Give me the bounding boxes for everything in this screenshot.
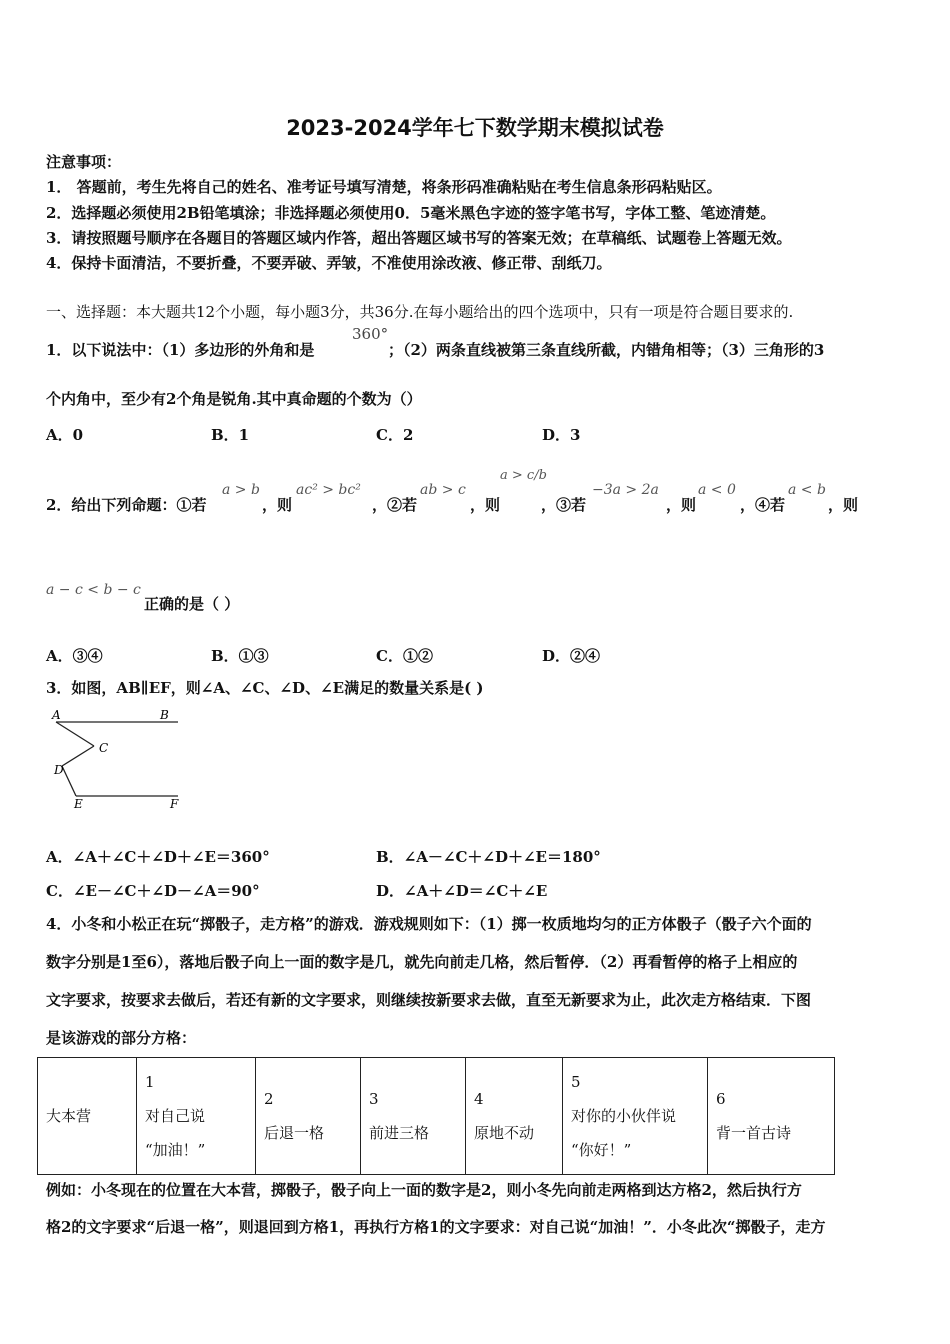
q4-example: 例如：小冬现在的位置在大本营，掷骰子，骰子向上一面的数字是2，则小冬先向前走两格到达方格2，然后执行方 xyxy=(46,1181,802,1199)
q2-math: a < 0 xyxy=(698,482,736,498)
cell-number: 5 xyxy=(571,1073,581,1091)
q4-line: 数字分别是1至6），落地后骰子向上一面的数字是几，就先向前走几格，然后暂停．（2）再看暂停的格子上相应的 xyxy=(46,953,798,971)
cell-text: 对自己说 xyxy=(145,1107,206,1125)
q3-option-d: D．∠A＋∠D＝∠C＋∠E xyxy=(376,882,548,900)
board-cell-5 xyxy=(563,1058,708,1175)
q2-math: a > b xyxy=(222,482,260,498)
q1-line1b: ；（2）两条直线被第三条直线所截，内错角相等；（3）三角形的3 xyxy=(388,341,825,359)
q1-degree: 360° xyxy=(352,325,389,343)
label-b: B xyxy=(160,708,169,722)
q3-option-a: A．∠A＋∠C＋∠D＋∠E＝360° xyxy=(46,848,270,866)
q3-option-c: C．∠E－∠C＋∠D－∠A＝90° xyxy=(46,882,260,900)
cell-text: 大本营 xyxy=(46,1107,92,1125)
q1-line2: 个内角中，至少有2个角是锐角.其中真命题的个数为（） xyxy=(46,390,422,408)
label-d: D xyxy=(54,763,64,777)
notice-item: 1． 答题前，考生先将自己的姓名、准考证号填写清楚，将条形码准确粘贴在考生信息条形码粘贴区。 xyxy=(46,178,722,196)
section-heading: 一、选择题：本大题共12个小题，每小题3分，共36分.在每小题给出的四个选项中，只有一项是符合题目要求的. xyxy=(46,303,794,321)
q3-figure xyxy=(48,708,188,812)
table-row xyxy=(38,1058,835,1175)
segment-de xyxy=(62,766,76,796)
q1-option-c: C．2 xyxy=(376,426,414,444)
board-cell-base xyxy=(38,1058,137,1175)
segment-cd xyxy=(62,746,94,766)
q2-math: a > c/b xyxy=(500,468,547,483)
q1-option-a: A．0 xyxy=(46,426,84,444)
q2-math: ab > c xyxy=(420,482,466,498)
cell-number: 4 xyxy=(474,1090,484,1108)
q2-math: a < b xyxy=(788,482,826,498)
game-board-table xyxy=(37,1057,835,1175)
cell-number: 3 xyxy=(369,1090,379,1108)
label-a: A xyxy=(52,708,61,722)
label-e: E xyxy=(74,797,83,811)
cell-number: 2 xyxy=(264,1090,274,1108)
q1-option-b: B．1 xyxy=(211,426,250,444)
q2-text: ，则 xyxy=(262,496,293,514)
q2-text: ，则 xyxy=(666,496,697,514)
cell-text: “你好！” xyxy=(571,1141,632,1159)
notice-item: 4．保持卡面清洁，不要折叠，不要弄破、弄皱，不准使用涂改液、修正带、刮纸刀。 xyxy=(46,254,612,272)
q4-example: 格2的文字要求“后退一格”，则退回到方格1，再执行方格1的文字要求：对自己说“加油！”．小冬此次“掷骰子，走方 xyxy=(46,1218,826,1236)
q2-text: ，③若 xyxy=(541,496,587,514)
q3-option-b: B．∠A－∠C＋∠D＋∠E＝180° xyxy=(376,848,601,866)
q1-option-d: D．3 xyxy=(542,426,581,444)
page-title: 2023-2024学年七下数学期末模拟试卷 xyxy=(286,116,664,140)
q2-option-c: C．①② xyxy=(376,647,433,665)
cell-number: 1 xyxy=(145,1073,155,1091)
label-f: F xyxy=(170,797,179,811)
q1-line1a: 1．以下说法中：（1）多边形的外角和是 xyxy=(46,341,315,359)
q2-text: ，则 xyxy=(828,496,859,514)
cell-text: 对你的小伙伴说 xyxy=(571,1107,677,1125)
q2-math: ac² > bc² xyxy=(296,482,361,498)
notice-heading: 注意事项： xyxy=(46,153,122,171)
q2-option-a: A．③④ xyxy=(46,647,103,665)
cell-text: 前进三格 xyxy=(369,1124,430,1142)
q2-prefix: 2．给出下列命题：①若 xyxy=(46,496,207,514)
q2-math: a − c < b − c xyxy=(46,582,141,598)
q2-text: ，则 xyxy=(470,496,501,514)
label-c: C xyxy=(99,741,109,755)
q2-text: ，④若 xyxy=(740,496,786,514)
notice-item: 2．选择题必须使用2B铅笔填涂；非选择题必须使用0．5毫米黑色字迹的签字笔书写，字体工整、笔迹清楚。 xyxy=(46,204,776,222)
q2-option-b: B．①③ xyxy=(211,647,269,665)
q2-math: −3a > 2a xyxy=(592,482,659,498)
q2-text: ，②若 xyxy=(372,496,418,514)
cell-number: 6 xyxy=(716,1090,726,1108)
q4-line: 是该游戏的部分方格： xyxy=(46,1029,197,1047)
q2-tail: 正确的是（ ） xyxy=(144,595,240,613)
notice-item: 3．请按照题号顺序在各题目的答题区域内作答，超出答题区域书写的答案无效；在草稿纸、试题卷上答题无效。 xyxy=(46,229,792,247)
q3-stem: 3．如图，AB∥EF，则∠A、∠C、∠D、∠E满足的数量关系是( ) xyxy=(46,679,484,697)
board-cell-1 xyxy=(137,1058,256,1175)
q4-line: 4．小冬和小松正在玩“掷骰子，走方格”的游戏．游戏规则如下：（1）掷一枚质地均匀的正方体骰子（骰子六个面的 xyxy=(46,915,812,933)
cell-text: 原地不动 xyxy=(474,1124,535,1142)
q4-line: 文字要求，按要求去做后，若还有新的文字要求，则继续按新要求去做，直至无新要求为止，此次走方格结束．下图 xyxy=(46,991,812,1009)
cell-text: 后退一格 xyxy=(264,1124,325,1142)
board-cell-3 xyxy=(361,1058,466,1175)
board-cell-2 xyxy=(256,1058,361,1175)
q2-option-d: D．②④ xyxy=(542,647,601,665)
board-cell-4 xyxy=(466,1058,563,1175)
cell-text: 背一首古诗 xyxy=(716,1124,792,1142)
board-cell-6 xyxy=(708,1058,835,1175)
segment-ac xyxy=(56,722,94,746)
cell-text: “加油！” xyxy=(145,1141,206,1159)
